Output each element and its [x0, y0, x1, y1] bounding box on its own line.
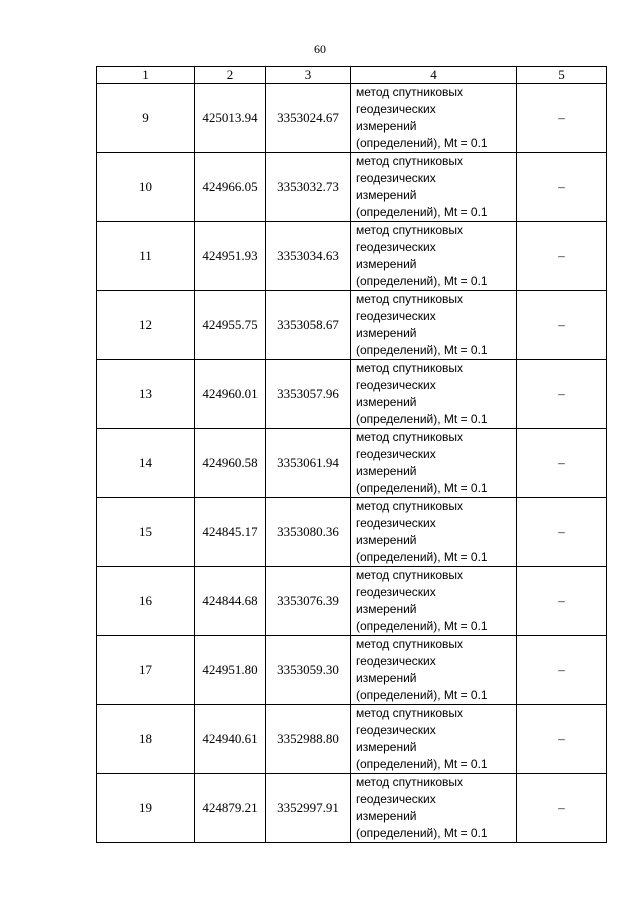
table-header: [97, 67, 607, 84]
point-number-cell: 11: [97, 222, 195, 291]
header-cell-1: 1: [97, 67, 195, 84]
point-number-cell: 19: [97, 774, 195, 843]
note-cell: –: [517, 705, 607, 774]
method-cell: [351, 222, 517, 291]
header-row: [97, 67, 607, 84]
method-cell: [351, 498, 517, 567]
note-cell: –: [517, 774, 607, 843]
note-cell: –: [517, 429, 607, 498]
page-number: 60: [314, 42, 326, 56]
method-line: геодезических: [356, 309, 436, 323]
note-cell: –: [517, 291, 607, 360]
method-line: геодезических: [356, 585, 436, 599]
method-line: измерений: [356, 740, 417, 754]
table-row: [97, 498, 607, 567]
y-coordinate-cell: 3353080.36: [266, 498, 351, 567]
method-line: метод спутниковых: [356, 430, 464, 444]
y-coordinate-cell: 3353061.94: [266, 429, 351, 498]
y-coordinate-cell: 3353059.30: [266, 636, 351, 705]
method-line: геодезических: [356, 171, 436, 185]
method-line: (определений), Mt = 0.1: [356, 343, 488, 357]
y-coordinate-cell: 3353057.96: [266, 360, 351, 429]
table-row: [97, 222, 607, 291]
method-line: геодезических: [356, 102, 436, 116]
table-row: [97, 774, 607, 843]
method-line: (определений), Mt = 0.1: [356, 412, 488, 426]
x-coordinate-cell: 424951.80: [195, 636, 266, 705]
method-cell: [351, 774, 517, 843]
method-line: геодезических: [356, 723, 436, 737]
table-row: [97, 636, 607, 705]
method-cell: [351, 84, 517, 153]
method-line: метод спутниковых: [356, 223, 464, 237]
note-cell: –: [517, 567, 607, 636]
x-coordinate-cell: 424960.58: [195, 429, 266, 498]
table-row: [97, 153, 607, 222]
point-number-cell: 17: [97, 636, 195, 705]
table-row: [97, 567, 607, 636]
x-coordinate-cell: 424960.01: [195, 360, 266, 429]
point-number-cell: 9: [97, 84, 195, 153]
method-line: измерений: [356, 188, 417, 202]
table-row: [97, 84, 607, 153]
note-cell: –: [517, 498, 607, 567]
x-coordinate-cell: 424845.17: [195, 498, 266, 567]
method-line: метод спутниковых: [356, 568, 464, 582]
header-cell-4: 4: [351, 67, 517, 84]
method-cell: [351, 360, 517, 429]
y-coordinate-cell: 3353032.73: [266, 153, 351, 222]
table-row: [97, 705, 607, 774]
table-body: [97, 84, 607, 843]
method-line: (определений), Mt = 0.1: [356, 274, 488, 288]
method-line: метод спутниковых: [356, 775, 464, 789]
method-cell: [351, 636, 517, 705]
x-coordinate-cell: 424879.21: [195, 774, 266, 843]
method-line: метод спутниковых: [356, 637, 464, 651]
method-cell: [351, 291, 517, 360]
y-coordinate-cell: 3353076.39: [266, 567, 351, 636]
point-number-cell: 13: [97, 360, 195, 429]
method-cell: [351, 153, 517, 222]
method-line: метод спутниковых: [356, 706, 464, 720]
method-line: измерений: [356, 395, 417, 409]
method-cell: [351, 429, 517, 498]
point-number-cell: 15: [97, 498, 195, 567]
point-number-cell: 10: [97, 153, 195, 222]
method-line: геодезических: [356, 792, 436, 806]
x-coordinate-cell: 424940.61: [195, 705, 266, 774]
note-cell: –: [517, 153, 607, 222]
method-line: метод спутниковых: [356, 292, 464, 306]
method-line: (определений), Mt = 0.1: [356, 757, 488, 771]
method-line: измерений: [356, 119, 417, 133]
note-cell: –: [517, 222, 607, 291]
method-line: измерений: [356, 326, 417, 340]
x-coordinate-cell: 424966.05: [195, 153, 266, 222]
coordinates-table: [96, 66, 607, 843]
point-number-cell: 16: [97, 567, 195, 636]
header-cell-2: 2: [195, 67, 266, 84]
point-number-cell: 18: [97, 705, 195, 774]
method-line: метод спутниковых: [356, 154, 464, 168]
method-line: измерений: [356, 257, 417, 271]
method-cell: [351, 705, 517, 774]
method-line: геодезических: [356, 516, 436, 530]
method-cell: [351, 567, 517, 636]
method-line: метод спутниковых: [356, 85, 464, 99]
method-line: геодезических: [356, 654, 436, 668]
method-line: измерений: [356, 464, 417, 478]
header-cell-3: 3: [266, 67, 351, 84]
method-line: геодезических: [356, 447, 436, 461]
y-coordinate-cell: 3353024.67: [266, 84, 351, 153]
table-row: [97, 360, 607, 429]
method-line: (определений), Mt = 0.1: [356, 550, 488, 564]
table-row: [97, 429, 607, 498]
method-line: метод спутниковых: [356, 499, 464, 513]
method-line: геодезических: [356, 378, 436, 392]
x-coordinate-cell: 424844.68: [195, 567, 266, 636]
header-cell-5: 5: [517, 67, 607, 84]
x-coordinate-cell: 424955.75: [195, 291, 266, 360]
method-line: измерений: [356, 809, 417, 823]
method-line: измерений: [356, 602, 417, 616]
method-line: (определений), Mt = 0.1: [356, 619, 488, 633]
x-coordinate-cell: 424951.93: [195, 222, 266, 291]
y-coordinate-cell: 3353058.67: [266, 291, 351, 360]
method-line: (определений), Mt = 0.1: [356, 826, 488, 840]
method-line: (определений), Mt = 0.1: [356, 136, 488, 150]
method-line: (определений), Mt = 0.1: [356, 205, 488, 219]
note-cell: –: [517, 636, 607, 705]
table-row: [97, 291, 607, 360]
y-coordinate-cell: 3353034.63: [266, 222, 351, 291]
method-line: (определений), Mt = 0.1: [356, 688, 488, 702]
x-coordinate-cell: 425013.94: [195, 84, 266, 153]
method-line: измерений: [356, 671, 417, 685]
method-line: (определений), Mt = 0.1: [356, 481, 488, 495]
method-line: измерений: [356, 533, 417, 547]
note-cell: –: [517, 360, 607, 429]
y-coordinate-cell: 3352988.80: [266, 705, 351, 774]
y-coordinate-cell: 3352997.91: [266, 774, 351, 843]
point-number-cell: 14: [97, 429, 195, 498]
method-line: метод спутниковых: [356, 361, 464, 375]
note-cell: –: [517, 84, 607, 153]
point-number-cell: 12: [97, 291, 195, 360]
method-line: геодезических: [356, 240, 436, 254]
